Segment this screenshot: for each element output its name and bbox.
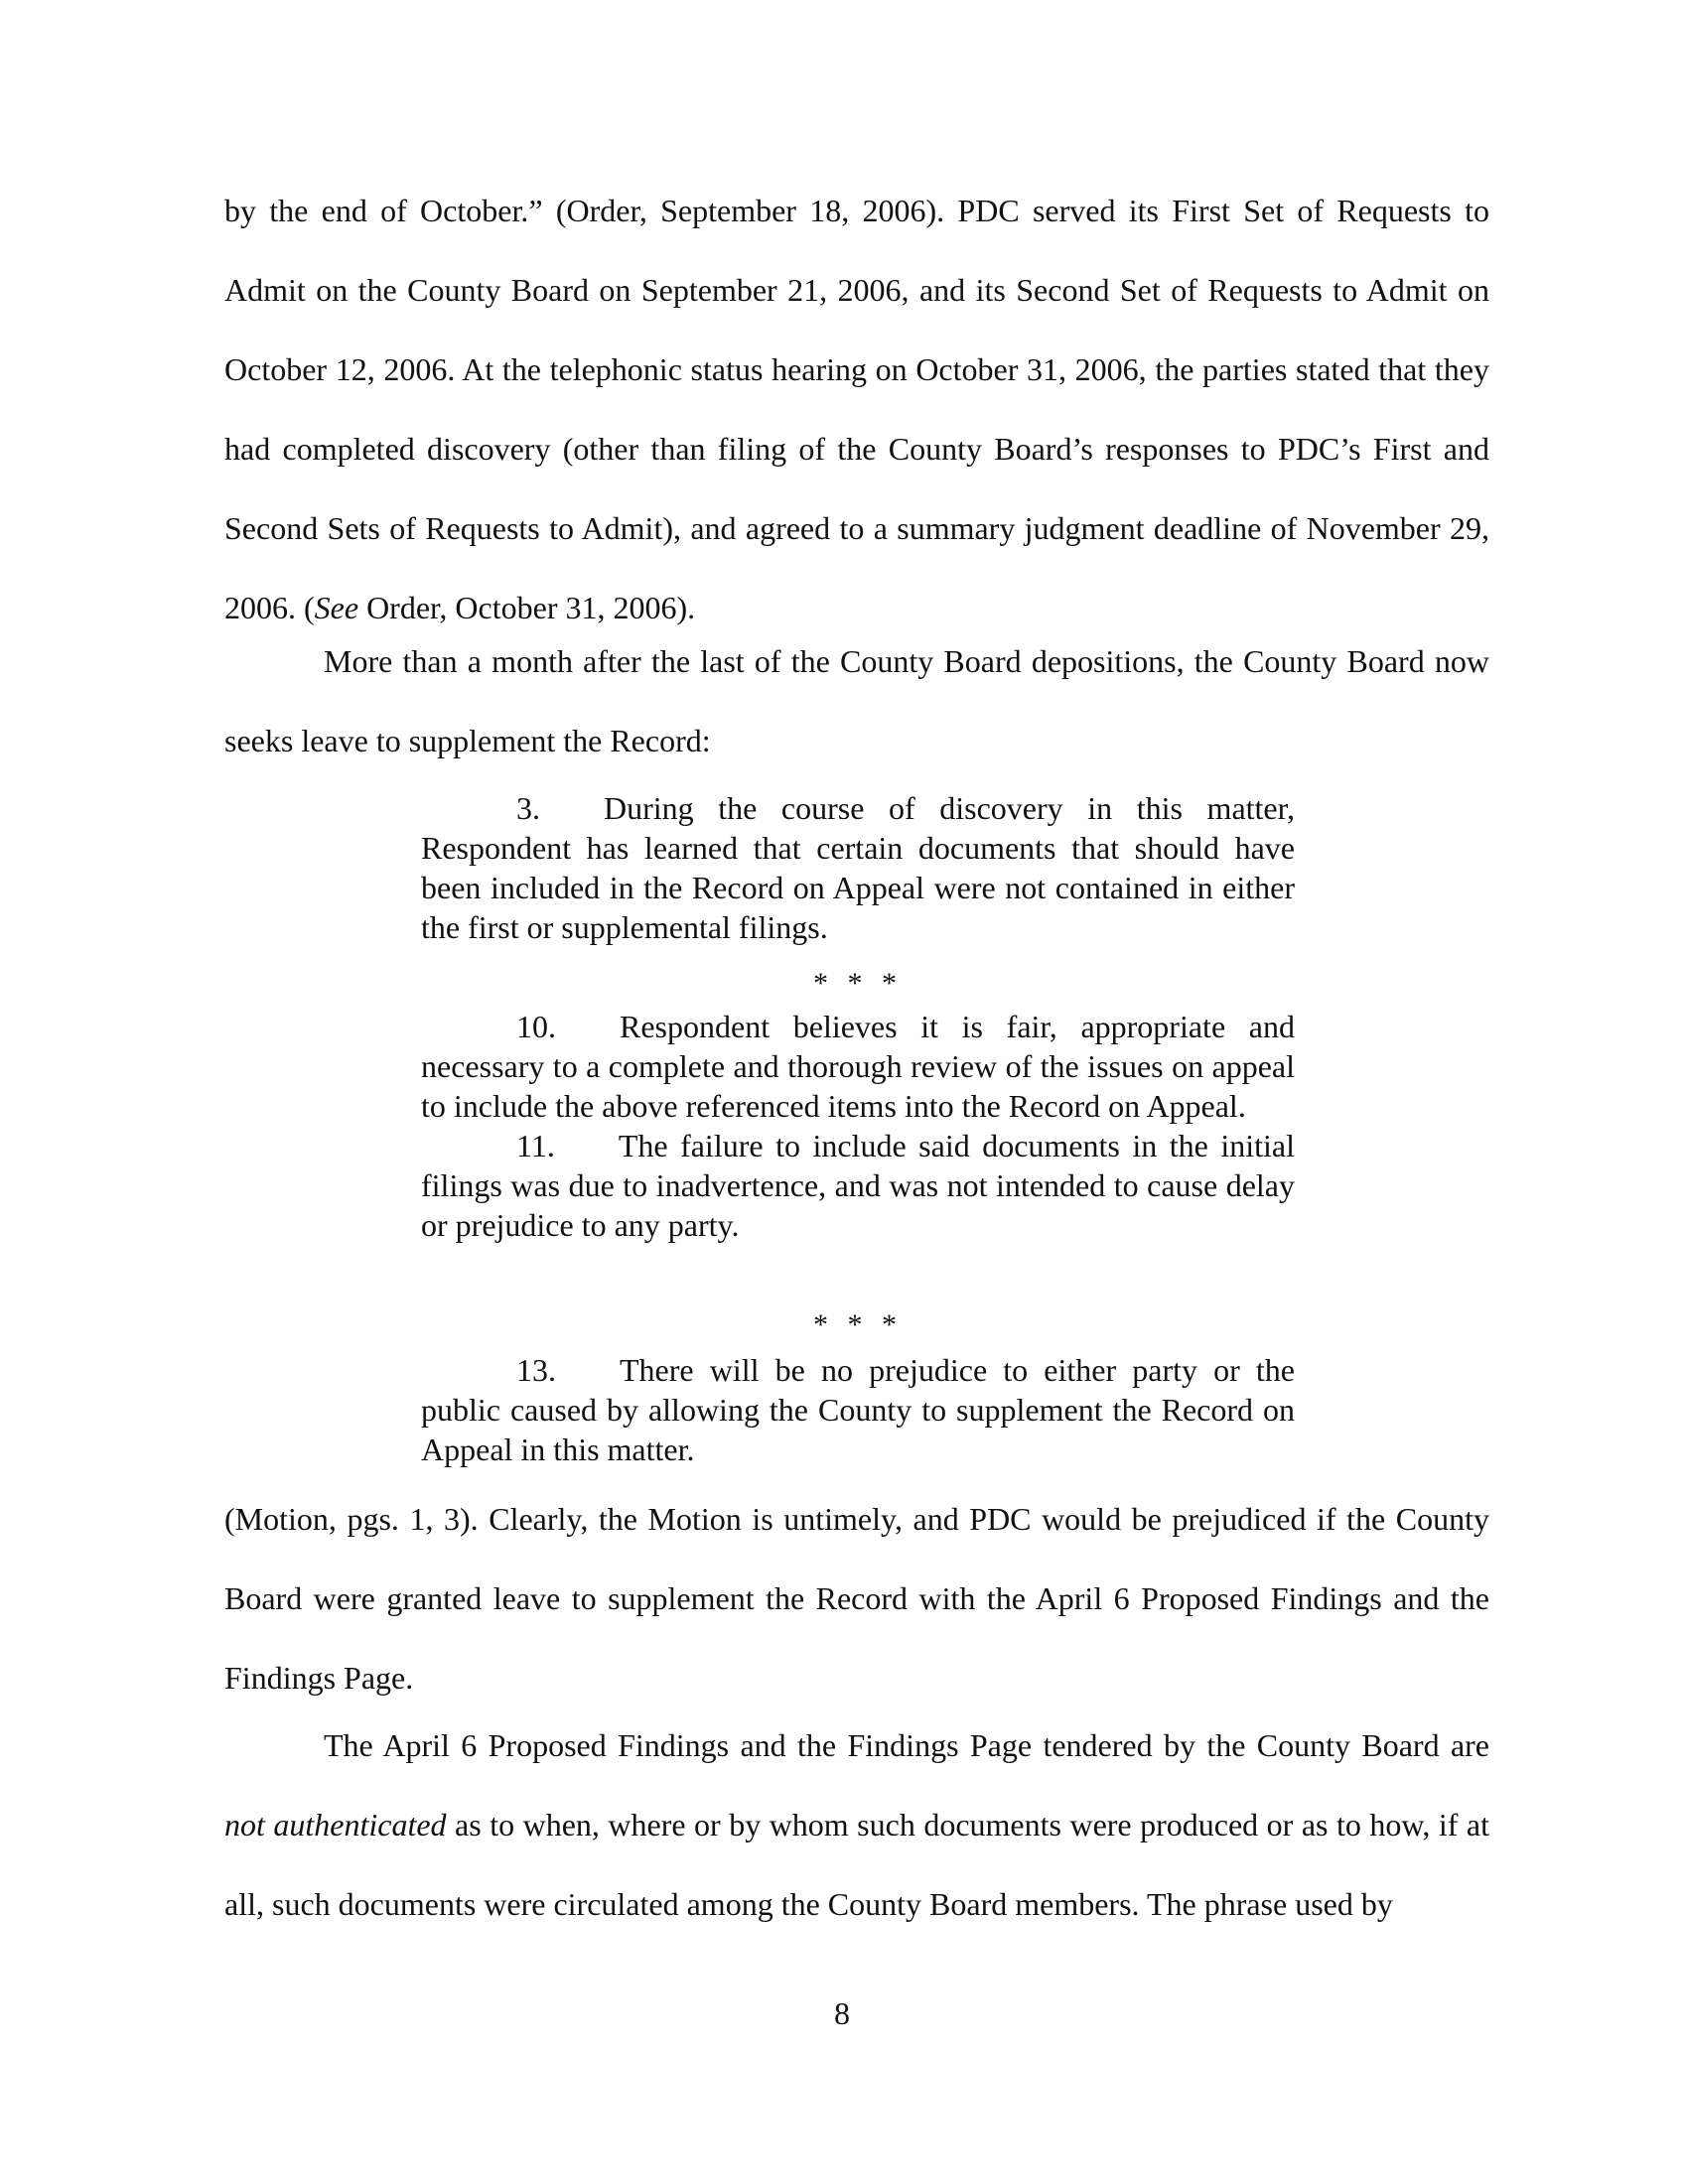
not-authenticated-italic: not authenticated: [224, 1807, 447, 1843]
paragraph-untimely-motion: (Motion, pgs. 1, 3). Clearly, the Motion is untimely, and PDC would be prejudiced if the County Board were granted leave to supplement the Record with the April 6 Proposed Findings and the Findings Page.: [224, 1501, 1489, 1696]
ellipsis-stars-1: * * *: [813, 967, 903, 1000]
paragraph-1-text-b: Order, October 31, 2006).: [358, 590, 696, 625]
quote-item-13: 13. There will be no prejudice to either party or the public caused by allowing the County to supplement the Record on Appeal in this matter.: [421, 1352, 1295, 1467]
paragraph-4-text-a: The April 6 Proposed Findings and the Findings Page tendered by the County Board are: [324, 1727, 1489, 1763]
paragraph-motion-intro: More than a month after the last of the County Board depositions, the County Board now seeks leave to supplement the Record:: [224, 643, 1489, 758]
block-quote-items-10-11: [421, 1007, 1295, 1245]
paragraph-discovery-timeline: [224, 171, 1489, 647]
page-number: 8: [834, 1995, 850, 2031]
see-signal-italic: See: [314, 590, 359, 625]
paragraph-4-text-b: as to when, where or by whom such documents were produced or as to how, if at all, such documents were circulated among the County Board members. The phrase used by: [224, 1807, 1490, 1922]
block-quote-item-13: [421, 1350, 1295, 1469]
quote-item-11: 11. The failure to include said documents in the initial filings was due to inadvertence, and was not intended to cause delay or prejudice to any party.: [421, 1128, 1295, 1243]
quote-item-3: 3. During the course of discovery in this matter, Respondent has learned that certain documents that should have been included in the Record on Appeal were not contained in either the first or supplemental filings.: [421, 790, 1295, 945]
block-quote-item-3: [421, 788, 1295, 947]
quote-item-10: 10. Respondent believes it is fair, appropriate and necessary to a complete and thorough review of the issues on appeal to include the above referenced items into the Record on Appeal.: [421, 1009, 1295, 1124]
paragraph-not-authenticated: [224, 1706, 1489, 1944]
paragraph-1-text-a: by the end of October.” (Order, September 18, 2006). PDC served its First Set of Requests to Admit on the County Board on September 21, 2006, and its Second Set of Requests to Admit on October 12, 2006. At the telephonic status hearing on October 31, 2006, the parties stated that they had completed discovery (other than filing of the County Board’s responses to PDC’s First and Second Sets of Requests to Admit), and agreed to a summary judgment deadline of November 29, 2006. (: [224, 193, 1489, 625]
ellipsis-stars-2: * * *: [813, 1308, 903, 1341]
